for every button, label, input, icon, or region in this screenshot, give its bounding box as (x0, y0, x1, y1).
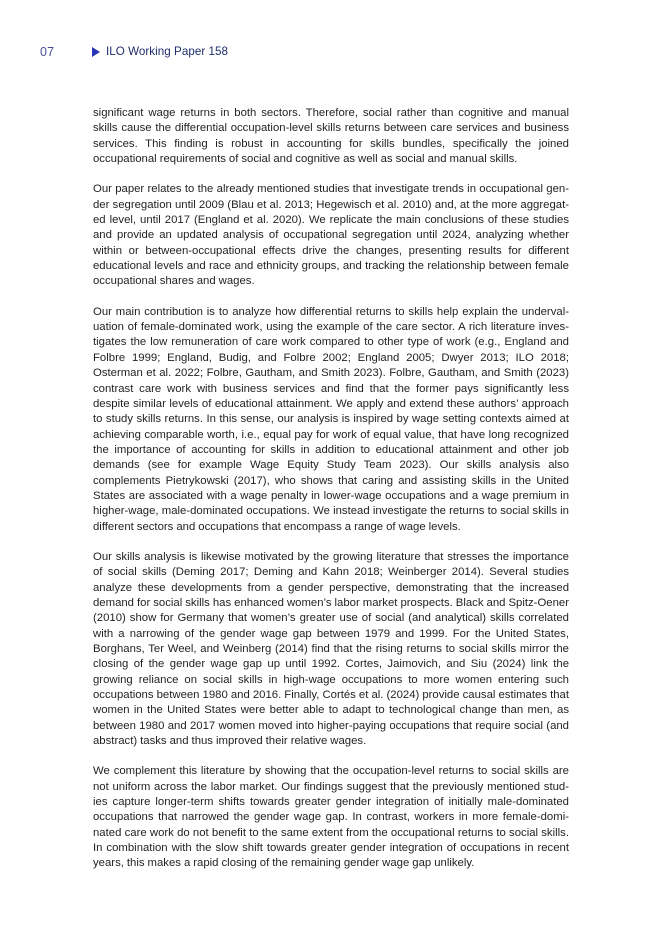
body-text-column (93, 106, 569, 872)
page-number: 07 (40, 44, 55, 59)
header-title-group (92, 46, 228, 58)
header-document-title: ILO Working Paper 158 (106, 45, 228, 59)
body-paragraph: Our paper relates to the already mentioned studies that investigate trends in occupational gender segregation until 2009 (Blau et al. 2013; Hegewisch et al. 2010) and, at the more aggregated level, until 2017 (England et al. 2020). We replicate the main conclusions of these studies and provide an updated analysis of occupational segregation until 2024, analyzing whether within or between-occupational effects drive the changes, presenting results for different educational levels and race and ethnicity groups, and tracking the relationship between female occupational shares and wages. (93, 183, 569, 288)
body-paragraph: significant wage returns in both sectors. Therefore, social rather than cognitive and manual skills cause the differential occupation-level skills returns between care services and business services. This finding is robust in accounting for skills bundles, specifically the joined occupational requirements of social and cognitive as well as social and manual skills. (93, 107, 569, 166)
running-header (40, 42, 622, 62)
body-paragraph: Our main contribution is to analyze how differential returns to skills help explain the undervaluation of female-dominated work, using the example of the care sector. A rich literature investigates the low remuneration of care work compared to other type of work (e.g., England and Folbre 1999; England, Budig, and Folbre 2002; England 2005; Dwyer 2013; ILO 2018; Osterman et al. 2022; Folbre, Gautham, and Smith 2023). Folbre, Gautham, and Smith (2023) contrast care work with business services and find that the former pays significantly less despite similar levels of educational attainment. We apply and extend these authors’ approach to study skills returns. In this sense, our analysis is inspired by wage setting contexts aimed at achieving comparable worth, i.e., equal pay for work of equal value, that have long recognized the importance of accounting for skills in addition to educational attainment and other job demands (see for example Wage Equity Study Team 2023). Our skills analysis also complements Pietrykowski (2017), who shows that caring and assisting skills in the United States are associated with a wage penalty in lower-wage occupations and a wage premium in higher-wage, male-dominated occupations. We instead investigate the returns to social skills in different sectors and occupations that encompass a range of wage levels. (93, 305, 569, 533)
body-paragraph: Our skills analysis is likewise motivated by the growing literature that stresses the importance of social skills (Deming 2017; Deming and Kahn 2018; Weinberger 2014). Several studies analyze these developments from a gender perspective, demonstrating that the increased demand for social skills has enhanced women’s labor market prospects. Black and Spitz-Oener (2010) show for Germany that women’s greater use of social (and analytical) skills correlated with a narrowing of the gender wage gap between 1979 and 1999. For the United States, Borghans, Ter Weel, and Weinberg (2014) find that the rising returns to social skills mirror the closing of the gender wage gap up until 1992. Cortes, Jaimovich, and Siu (2024) link the growing reliance on social skills in high-wage occupations to more women entering such occupations between 1980 and 2016. Finally, Cortés et al. (2024) provide causal estimates that women in the United States were better able to adapt to technological change than men, as between 1980 and 2017 women moved into higher-paying occupations that require social (and abstract) tasks and thus improved their relative wages. (93, 550, 569, 748)
triangle-right-icon (92, 47, 100, 57)
body-paragraph: We complement this literature by showing that the occupation-level returns to social skills are not uniform across the labor market. Our findings suggest that the previously mentioned studies capture longer-term shifts towards greater gender integration of initially male-dominated occupations that narrowed the gender wage gap. In contrast, workers in more female-dominated care work do not benefit to the same extent from the occupational returns to social skills. In combination with the slow shift towards greater gender integration of occupations in recent years, this makes a rapid closing of the remaining gender wage gap unlikely. (93, 765, 569, 870)
